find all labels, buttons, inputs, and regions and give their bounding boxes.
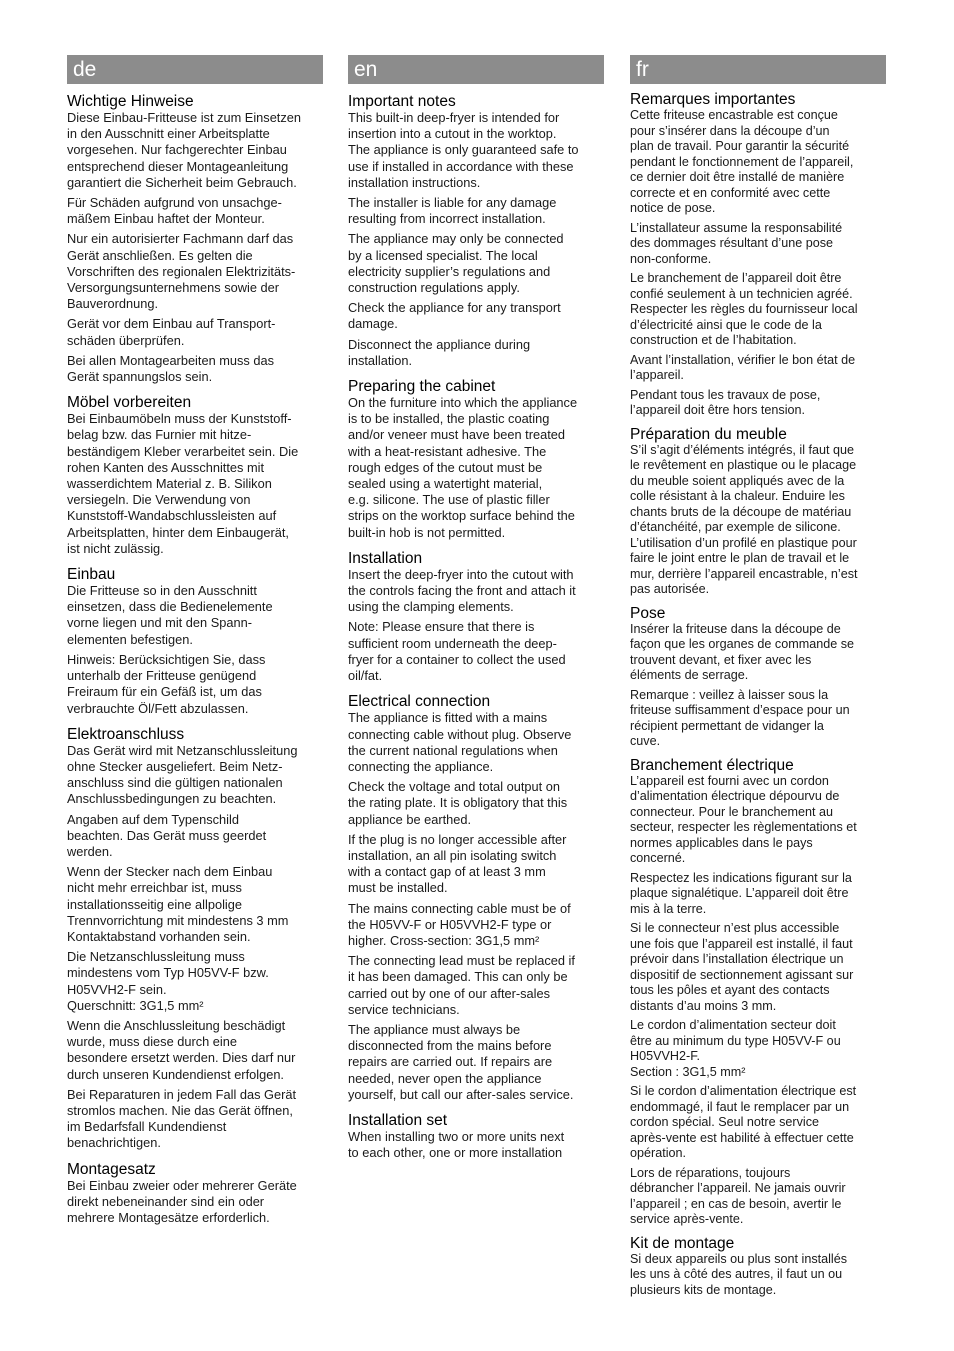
paragraph: The connecting lead must be replaced if it has been damaged. This can only be carried out by one of our after-sales service technicians. (348, 953, 575, 1017)
paragraph: Lors de réparations, toujours débrancher l’appareil. Ne jamais ouvrir l’appareil ; en cas de besoin, avertir le service après-vente. (630, 1165, 846, 1226)
paragraph: Si deux appareils ou plus sont installés les uns à côté des autres, il faut un ou plusieurs kits de montage. (630, 1251, 848, 1297)
paragraph: The installer is liable for any damage resulting from incorrect installation. (348, 195, 557, 227)
paragraph: Pendant tous les travaux de pose, l’appareil doit être hors tension. (630, 387, 821, 417)
paragraph: Bei allen Montagearbeiten muss das Gerät spannungslos sein. (67, 352, 275, 385)
paragraph: The appliance may only be connected by a licensed specialist. The local electricity supplier’s regulations and construction regulations apply. (348, 231, 564, 296)
paragraph: When installing two or more units next to each other, one or more installation (348, 1128, 565, 1161)
paragraph: L’appareil est fourni avec un cordon d’alimentation électrique dépourvu de connecteur. Pour le branchement au secteur, respecter les règlementations et normes applicables dans le pays concerné. (630, 773, 857, 865)
paragraph: Für Schäden aufgrund von unsachge- mäßem Einbau haftet der Monteur. (67, 195, 282, 227)
section-heading: Möbel vorbereiten (67, 394, 192, 412)
paragraph: Das Gerät wird mit Netzanschlussleitung ohne Stecker ausgeliefert. Beim Netz- anschluss sind die gültigen nationalen Anschlussbedingungen zu beachten. (67, 742, 298, 807)
paragraph: Note: Please ensure that there is sufficient room underneath the deep- fryer for a container to collect the used oil/fat. (348, 619, 566, 684)
paragraph: If the plug is no longer accessible after installation, an all pin isolating switch with a contact gap of at least 3 mm must be installed. (348, 831, 567, 896)
paragraph: Hinweis: Berücksichtigen Sie, dass unterhalb der Fritteuse genügend Freiraum für ein Gefäß ist, um das verbrauchte Öl/Fett abzulassen. (67, 651, 266, 716)
section-heading: Installation (348, 549, 423, 567)
paragraph: S’il s’agit d’éléments intégrés, il faut que le revêtement en plastique ou le placage du meuble soient appliqués avec de la colle résistant à la chaleur. Enduire les chants bruts de la découpe de matériau d’étanchéité, par exemple de silicone. L’utilisation d’un profilé en plastique pour faire le joint entre le plan de travail et le mur, derrière l’appareil encastrable, n’est pas autorisée. (630, 442, 858, 596)
paragraph: Wenn die Anschlussleitung beschädigt wurde, muss diese durch eine besondere ersetzt werden. Dies darf nur durch unseren Kundendienst erfolgen. (67, 1017, 296, 1082)
paragraph: Insert the deep-fryer into the cutout with the controls facing the front and attach it using the clamping elements. (348, 566, 576, 615)
section-heading: Wichtige Hinweise (67, 93, 194, 110)
section-heading: Important notes (348, 93, 456, 110)
paragraph: Bei Reparaturen in jedem Fall das Gerät stromlos machen. Nie das Gerät öffnen, im Bedarfsfall Kundendienst benachrichtigen. (67, 1086, 297, 1151)
paragraph: Bei Einbaumöbeln muss der Kunststoff- belag bzw. das Furnier mit hitze- beständigem Kleber verarbeitet sein. Die rohen Kanten des Ausschnittes mit wasserdichtem Material z. B. Silikon versiegeln. Die Verwendung von Kunststoff-Wandabschlussleisten auf Arbeitsplatten, hinter dem Einbaugerät, ist nicht zulässig. (67, 411, 299, 556)
column-german (67, 55, 323, 1230)
language-header: en (348, 55, 604, 84)
section-heading: Pose (630, 604, 666, 622)
language-header: de (67, 55, 323, 84)
sections (348, 93, 604, 1161)
paragraph: Cette friteuse encastrable est conçue pour s’insérer dans la découpe d’un plan de travail. Pour garantir la sécurité pendant le fonctionnement de l’appareil, ce dernier doit être installé de manière correcte et en conformité avec cette notice de pose. (630, 108, 854, 215)
section-heading: Préparation du meuble (630, 425, 787, 443)
paragraph: Check the appliance for any transport damage. (348, 300, 561, 332)
paragraph: Gerät vor dem Einbau auf Transport- schäden überprüfen. (67, 316, 276, 348)
section-heading: Einbau (67, 566, 116, 584)
paragraph: Diese Einbau-Fritteuse ist zum Einsetzen in den Ausschnitt einer Arbeitsplatte vorgesehen. Nur fachgerechter Einbau entsprechend dieser Montageanleitung garantiert die Sicherheit beim Gebrauch. (67, 110, 301, 190)
paragraph: The appliance is fitted with a mains connecting cable without plug. Observe the current national regulations when connecting the appliance. (348, 710, 572, 774)
sections (630, 91, 886, 1298)
paragraph: On the furniture into which the appliance is to be installed, the plastic coating and/or veneer must have been treated with a heat-resistant adhesive. The rough edges of the cutout must be sealed using a watertight material, e.g. silicone. The use of plastic filler strips on the worktop surface behind the built-in hob is not permitted. (348, 395, 578, 540)
section-heading: Elektroanschluss (67, 725, 185, 743)
paragraph: Si le cordon d’alimentation électrique est endommagé, il faut le remplacer par un cordon spécial. Seul notre service après-vente est habilité à effectuer cette opération. (630, 1084, 857, 1160)
section-heading: Kit de montage (630, 1234, 735, 1252)
paragraph: L’installateur assume la responsabilité des dommages résultant d’une pose non-conforme. (630, 220, 843, 266)
section-heading: Branchement électrique (630, 756, 794, 774)
paragraph: Si le connecteur n’est plus accessible une fois que l’appareil est installé, il faut prévoir dans l’installation électrique un dispositif de sectionnement agissant sur tous les pôles et ayant des contacts distants d’au moins 3 mm. (630, 921, 854, 1013)
paragraph: Insérer la friteuse dans la découpe de façon que les organes de commande se trouvent devant, et fixer avec les éléments de serrage. (630, 621, 855, 682)
paragraph: Angaben auf dem Typenschild beachten. Das Gerät muss geerdet werden. (67, 811, 267, 859)
section-heading: Preparing the cabinet (348, 378, 496, 396)
paragraph: This built-in deep-fryer is intended for insertion into a cutout in the worktop. The appliance is only guaranteed safe to use if installed in accordance with these installation instructions. (348, 110, 579, 190)
column-french (630, 55, 886, 1302)
paragraph: Le branchement de l’appareil doit être confié seulement à un technicien agréé. Respecter les règles du fournisseur local d’électricité ainsi que le code de la construction et de l’habitation. (630, 271, 858, 347)
column-english (348, 55, 604, 1165)
language-header: fr (630, 55, 886, 84)
paragraph: The appliance must always be disconnected from the mains before repairs are carried out. If repairs are needed, never open the appliance yourself, but call our after-sales service. (348, 1021, 574, 1102)
paragraph: The mains connecting cable must be of the H05VV-F or H05VVH2-F type or higher. Cross-section: 3G1,5 mm² (348, 900, 571, 948)
paragraph: Le cordon d’alimentation secteur doit être au minimum du type H05VV-F ou H05VVH2-F. Section : 3G1,5 mm² (630, 1018, 841, 1079)
paragraph: Nur ein autorisierter Fachmann darf das Gerät anschließen. Es gelten die Vorschriften des regionalen Elektrizitäts- Versorgungsunternehmens sowie der Bauverordnung. (67, 231, 296, 312)
paragraph: Die Fritteuse so in den Ausschnitt einsetzen, dass die Bedienelemente vorne liegen und mit den Spann- elementen befestigen. (67, 583, 273, 647)
paragraph: Wenn der Stecker nach dem Einbau nicht mehr erreichbar ist, muss installationsseitig eine allpolige Trennvorrichtung mit mindestens 3 mm Kontaktabstand vorhanden sein. (67, 864, 289, 944)
paragraph: Die Netzanschlussleitung muss mindestens vom Typ H05VV-F bzw. H05VVH2-F sein. Querschnitt: 3G1,5 mm² (67, 949, 269, 1013)
paragraph: Respectez les indications figurant sur la plaque signalétique. L’appareil doit être mis à la terre. (630, 870, 852, 916)
paragraph: Avant l’installation, vérifier le bon état de l’appareil. (630, 352, 856, 382)
paragraph: Check the voltage and total output on the rating plate. It is obligatory that this appliance be earthed. (348, 779, 568, 827)
section-heading: Installation set (348, 1111, 448, 1129)
sections (67, 93, 323, 1226)
section-heading: Remarques importantes (630, 91, 796, 108)
paragraph: Remarque : veillez à laisser sous la friteuse suffisamment d’espace pour un récipient permettant de vidanger la cuve. (630, 687, 850, 748)
paragraph: Disconnect the appliance during installation. (348, 336, 531, 368)
section-heading: Electrical connection (348, 693, 491, 711)
paragraph: Bei Einbau zweier oder mehrerer Geräte direkt nebeneinander sind ein oder mehrere Montagesätze erforderlich. (67, 1177, 297, 1225)
section-heading: Montagesatz (67, 1160, 156, 1178)
